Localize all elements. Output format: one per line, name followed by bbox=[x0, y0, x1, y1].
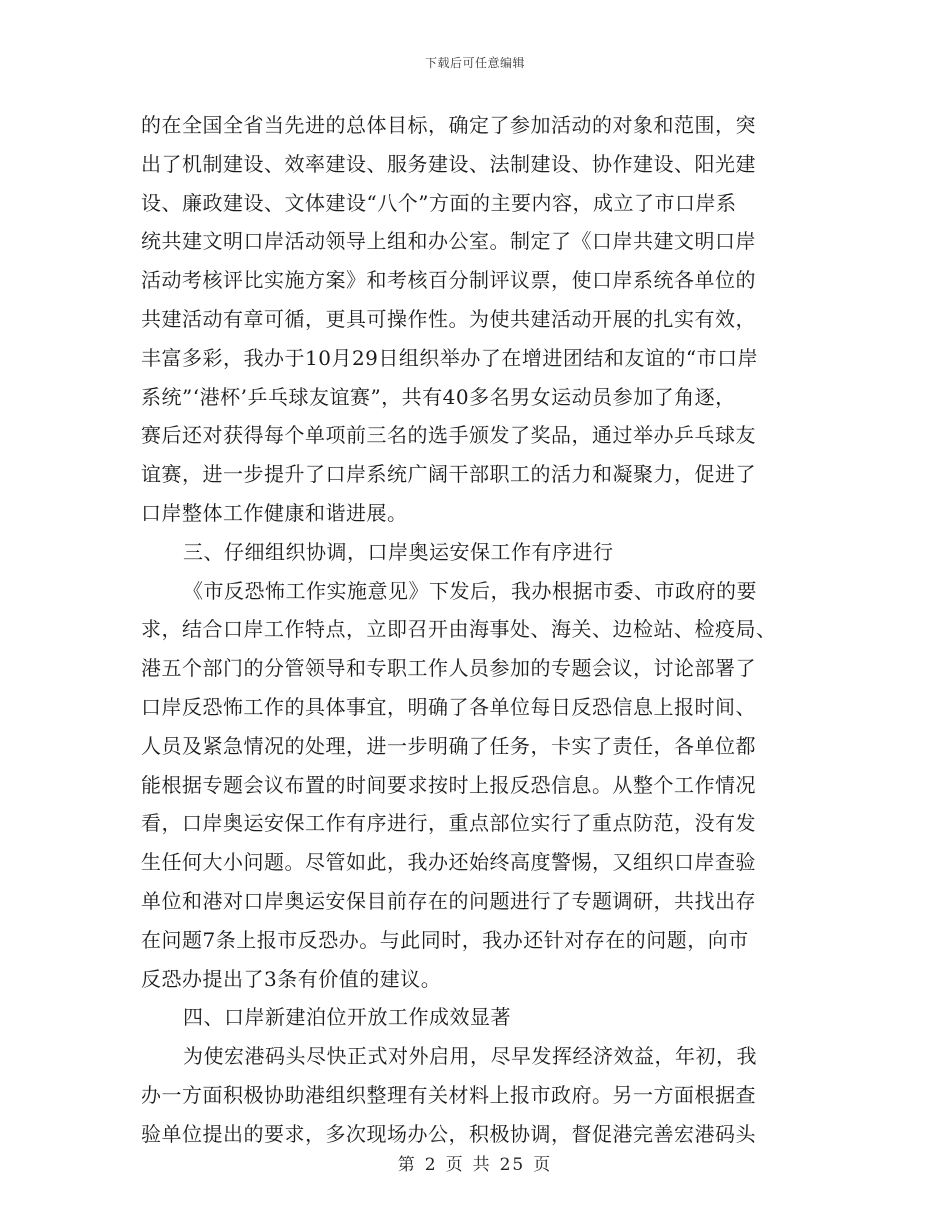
text-line: 口岸整体工作健康和谐进展。 bbox=[141, 500, 408, 525]
text-line: 的在全国全省当先进的总体目标，确定了参加活动的对象和范围，突 bbox=[141, 113, 756, 137]
text-line: 统共建文明口岸活动领导上组和办公室。制定了《口岸共建文明口岸 bbox=[141, 229, 756, 254]
text-line: 在问题7条上报市反恐办。与此同时，我办还针对存在的问题，向市 bbox=[141, 927, 749, 952]
text-line: 看，口岸奥运安保工作有序进行，重点部位实行了重点防范，没有发 bbox=[141, 811, 756, 836]
text-line: 验单位提出的要求，多次现场办公，积极协调，督促港完善宏港码头 bbox=[141, 1121, 756, 1146]
document-body bbox=[141, 106, 821, 1154]
text-line: 口岸反恐怖工作的具体事宜，明确了各单位每日反恐信息上报时间、 bbox=[141, 694, 756, 719]
text-line: 丰富多彩，我办于10月29日组织举办了在增进团结和友谊的“市口岸 bbox=[141, 345, 759, 370]
text-line: 《市反恐怖工作实施意见》下发后，我办根据市委、市政府的要 bbox=[183, 578, 757, 603]
section-heading: 三、仔细组织协调，口岸奥运安保工作有序进行 bbox=[183, 539, 614, 564]
text-line: 单位和港对口岸奥运安保目前存在的问题进行了专题调研，共找出存 bbox=[141, 888, 756, 913]
text-line: 设、廉政建设、文体建设“八个”方面的主要内容，成立了市口岸系 bbox=[141, 190, 737, 215]
text-line: 共建活动有章可循，更具可操作性。为使共建活动开展的扎实有效， bbox=[141, 306, 756, 331]
text-line: 反恐办提出了3条有价值的建议。 bbox=[141, 966, 442, 991]
text-line: 出了机制建设、效率建设、服务建设、法制建设、协作建设、阳光建 bbox=[141, 151, 756, 176]
text-line: 赛后还对获得每个单项前三名的选手颁发了奖品，通过举办乒乓球友 bbox=[141, 423, 756, 448]
total-pages: 25 bbox=[499, 1155, 526, 1175]
text-line: 能根据专题会议布置的时间要求按时上报反恐信息。从整个工作情况 bbox=[141, 772, 756, 797]
text-line: 办一方面积极协助港组织整理有关材料上报市政府。另一方面根据查 bbox=[141, 1082, 756, 1107]
text-line: 港五个部门的分管领导和专职工作人员参加的专题会议，讨论部署了 bbox=[141, 656, 756, 681]
text-line: 系统”‘港杯’乒乓球友谊赛”，共有40多名男女运动员参加了角逐， bbox=[141, 384, 736, 409]
text-line: 求，结合口岸工作特点，立即召开由海事处、海关、边检站、检疫局、 bbox=[141, 617, 777, 642]
text-line: 人员及紧急情况的处理，进一步明确了任务，卡实了责任，各单位都 bbox=[141, 733, 756, 758]
text-line: 为使宏港码头尽快正式对外启用，尽早发挥经济效益，年初，我 bbox=[183, 1044, 757, 1069]
section-heading: 四、口岸新建泊位开放工作成效显著 bbox=[183, 1005, 511, 1030]
page-label-prefix: 第 bbox=[397, 1155, 417, 1175]
page-footer bbox=[0, 1150, 950, 1175]
page-label-suffix: 页 bbox=[533, 1155, 553, 1175]
total-label: 共 bbox=[472, 1155, 492, 1175]
text-line: 谊赛，进一步提升了口岸系统广阔干部职工的活力和凝聚力，促进了 bbox=[141, 462, 756, 487]
text-line: 生任何大小问题。尽管如此，我办还始终高度警惕，又组织口岸查验 bbox=[141, 850, 756, 875]
page-number: 2 bbox=[424, 1155, 438, 1175]
page-header: 下载后可任意编辑 bbox=[424, 56, 525, 70]
text-line: 活动考核评比实施方案》和考核百分制评议票，使口岸系统各单位的 bbox=[141, 268, 756, 293]
page-label-mid: 页 bbox=[445, 1155, 465, 1175]
